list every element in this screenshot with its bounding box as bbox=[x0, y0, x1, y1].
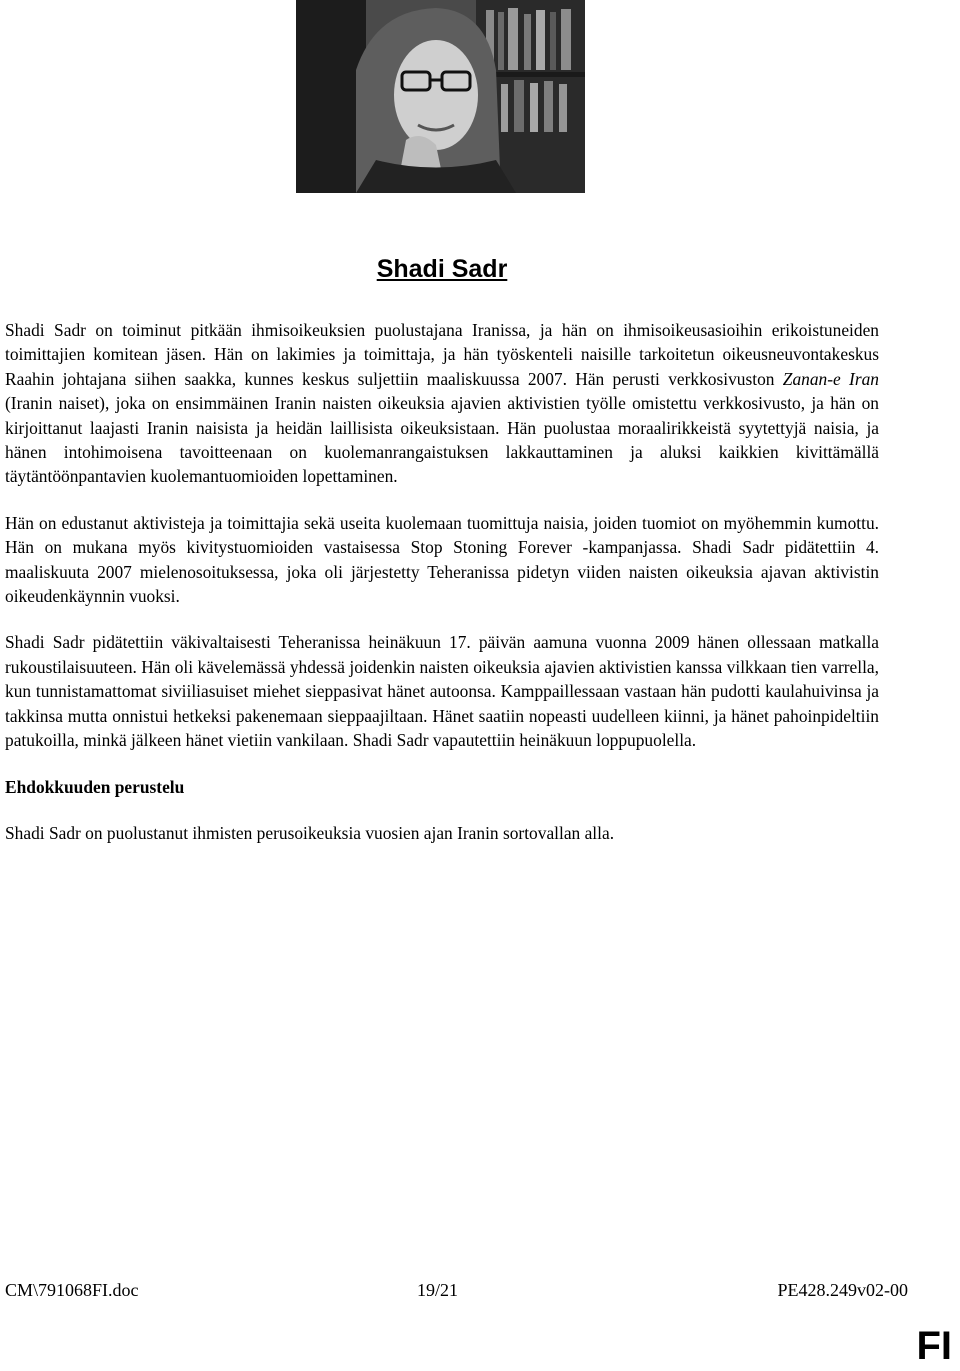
paragraph: Shadi Sadr pidätettiin väkivaltaisesti Teheranissa heinäkuun 17. päivän aamuna vuonna 2009 hänen ollessaan matkalla rukoustilaisuuteen. Hän oli kävelemässä yhdessä joidenkin naisten oikeuksia ajavien aktivistien kanssa vilkkaan tien varrella, kun tunnistamattomat siviiliasuiset miehet sieppasivat hänet autoonsa. Kamppaillessaan vastaan hän pudotti kaulahuivinsa ja takkinsa mutta onnistui hetkeksi pakenemaan sieppaajiltaan. Hänet saatiin nopeasti uudelleen kiinni, ja hänet pahoinpideltiin patukoilla, minkä jälkeen hänet vietiin vankilaan. Shadi Sadr vapautettiin heinäkuun loppupuolella. bbox=[5, 632, 879, 751]
section-heading: Ehdokkuuden perustelu bbox=[5, 776, 185, 797]
paragraph: Hän on edustanut aktivisteja ja toimittajia sekä useita kuolemaan tuomittuja naisia, joiden tuomiot on myöhemmin kumottu. Hän on mukana myös kivitystuomioiden vastaisessa Stop Stoning Forever -kampanjassa. Shadi Sadr pidätettiin 4. maaliskuuta 2007 mielenosoituksessa, joka oli järjestetty Teheranissa pidetyn viiden naisten oikeuksia ajavan aktivistin oikeudenkäynnin vuoksi. bbox=[5, 512, 879, 607]
portrait-photo bbox=[296, 0, 585, 193]
body-text bbox=[5, 318, 879, 867]
language-code: FI bbox=[916, 1324, 952, 1368]
page-footer bbox=[5, 1280, 908, 1301]
paragraph-text: Shadi Sadr on toiminut pitkään ihmisoikeuksien puolustajana Iranissa, ja hän on ihmisoikeusasioihin erikoistuneiden toimittajien komitean jäsen. Hän on lakimies ja toimittaja, ja hän työskenteli naisille tarkoitetun oikeusneuvontakeskus Raahin johtajana siihen saakka, kunnes keskus suljettiin maaliskuussa 2007. Hän perusti verkkosivuston bbox=[5, 320, 879, 389]
paragraph-text: (Iranin naiset), joka on ensimmäinen Iranin naisten oikeuksia ajavien aktivistien työlle omistettu verkkosivusto, ja hän on kirjoittanut laajasti Iranin naisista ja heidän laillisista oikeuksistaan. Hän puolustaa moraalirikkeistä syytettyjä naisia, ja hänen intohimoisena tavoitteenaan on kuolemanrangaistuksen lakkauttaminen ja aluksi kaikkien kivittämällä täytäntöönpantavien kuolemantuomioiden lopettaminen. bbox=[5, 393, 879, 487]
page-number: 19/21 bbox=[417, 1280, 459, 1300]
page-title: Shadi Sadr bbox=[376, 255, 508, 283]
paragraph: Shadi Sadr on puolustanut ihmisten perusoikeuksia vuosien ajan Iranin sortovallan alla. bbox=[5, 822, 615, 843]
paragraph bbox=[5, 318, 879, 489]
pe-reference: PE428.249v02-00 bbox=[777, 1280, 908, 1300]
website-name: Zanan-e Iran bbox=[782, 368, 879, 389]
portrait-image bbox=[296, 0, 585, 193]
doc-reference: CM\791068FI.doc bbox=[5, 1280, 139, 1300]
